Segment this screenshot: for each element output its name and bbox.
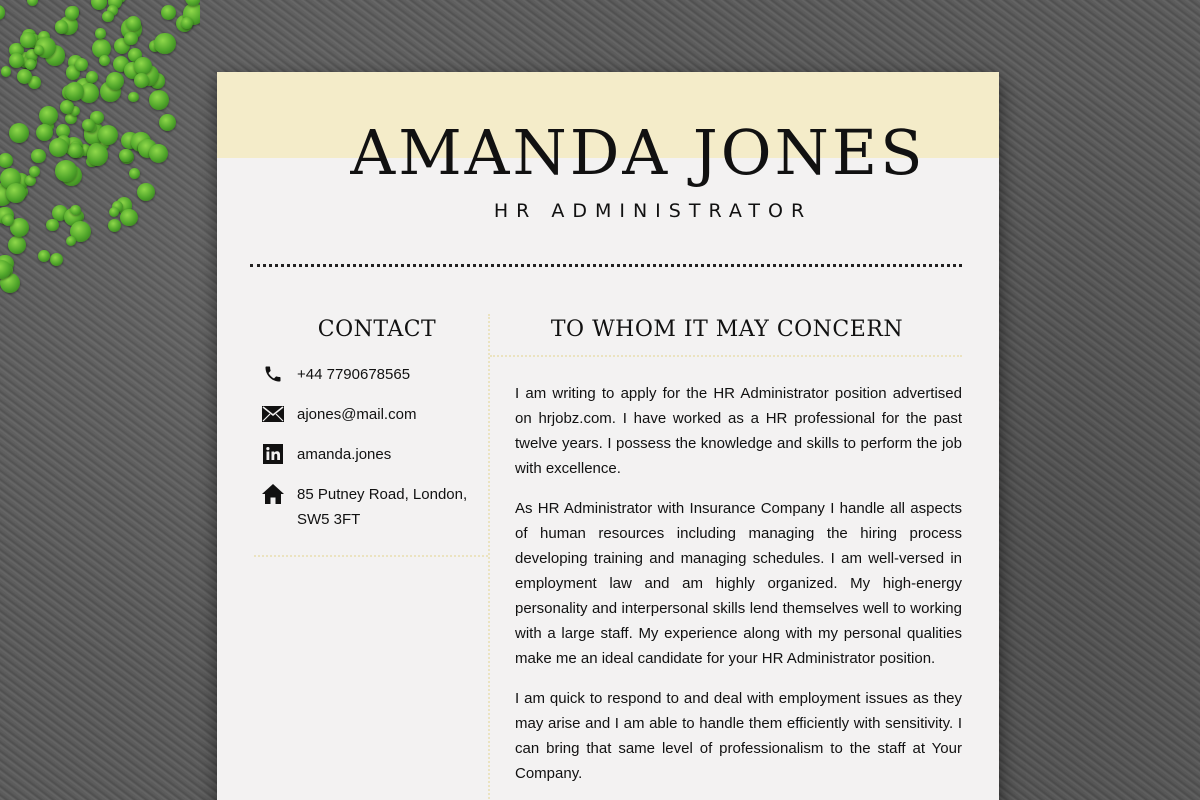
plant-leaf bbox=[0, 5, 5, 19]
plant-leaf bbox=[99, 55, 110, 66]
plant-leaf bbox=[66, 236, 76, 246]
postal-address: 85 Putney Road, London, SW5 3FT bbox=[297, 486, 468, 528]
contact-phone bbox=[261, 362, 476, 387]
contact-email bbox=[261, 402, 476, 427]
header-divider bbox=[250, 264, 962, 267]
resume-page bbox=[217, 72, 999, 800]
contact-list bbox=[261, 362, 476, 547]
plant-leaf bbox=[6, 183, 26, 203]
plant-leaf bbox=[134, 73, 149, 88]
plant-leaf bbox=[87, 144, 108, 165]
plant-leaf bbox=[31, 149, 45, 163]
plant-leaf bbox=[161, 5, 176, 20]
plant-leaf bbox=[154, 33, 176, 55]
letter-title-divider bbox=[490, 355, 962, 357]
plant-leaf bbox=[68, 143, 83, 158]
plant-leaf bbox=[34, 45, 44, 55]
plant-leaf bbox=[38, 250, 50, 262]
letter-paragraph: I am quick to respond to and deal with employment issues as they may arise and I am able to handle them efficiently with sensitivity. I can bring that same level of professionalism to the staff at Your Company. bbox=[515, 690, 962, 782]
email-address: ajones@mail.com bbox=[297, 406, 417, 423]
letter-paragraph: As HR Administrator with Insurance Company I handle all aspects of human resources including managing the hiring process developing training and managing schedules. I am well-versed in employment law and am highly organized. My high-energy personality and interpersonal skills lend themselves well to working with a large staff. My experience along with my personal qualities make me an ideal candidate for your HR Administrator position. bbox=[515, 500, 962, 667]
plant-leaf bbox=[27, 0, 38, 6]
candidate-name: AMANDA JONES bbox=[350, 116, 926, 189]
contact-divider bbox=[254, 555, 488, 557]
contact-heading: CONTACT bbox=[317, 317, 437, 342]
plant-leaf bbox=[20, 32, 36, 48]
job-title: HR ADMINISTRATOR bbox=[493, 200, 813, 222]
plant-leaf bbox=[159, 114, 176, 131]
plant-leaf bbox=[120, 209, 138, 227]
plant-leaf bbox=[98, 125, 119, 146]
plant-leaf bbox=[55, 160, 77, 182]
plant-leaf bbox=[128, 92, 139, 103]
plant-leaf bbox=[124, 32, 138, 46]
plant-leaf bbox=[39, 106, 58, 125]
letter-body bbox=[515, 381, 962, 800]
plant-leaf bbox=[46, 219, 58, 231]
plant-leaf bbox=[106, 72, 124, 90]
plant-leaf bbox=[86, 71, 98, 83]
plant-leaf bbox=[102, 11, 113, 22]
home-icon bbox=[261, 482, 285, 506]
plant-leaf bbox=[108, 219, 121, 232]
plant-leaf bbox=[50, 253, 63, 266]
plant-leaf bbox=[126, 16, 141, 31]
linkedin-icon bbox=[261, 442, 285, 466]
plant-leaf bbox=[70, 205, 80, 215]
plant-leaf bbox=[82, 119, 95, 132]
plant-leaf bbox=[65, 82, 84, 101]
plant-leaf bbox=[2, 214, 14, 226]
plant-leaf bbox=[91, 0, 107, 10]
plant-leaf bbox=[149, 144, 168, 163]
phone-icon bbox=[261, 362, 285, 386]
plant-leaf bbox=[9, 53, 24, 68]
plant-leaf bbox=[75, 58, 88, 71]
letter-heading: TO WHOM IT MAY CONCERN bbox=[550, 317, 904, 342]
plant-leaf bbox=[109, 207, 119, 217]
plant-leaf bbox=[95, 28, 105, 38]
phone-number: +44 7790678565 bbox=[297, 366, 411, 383]
plant-leaf bbox=[65, 6, 79, 20]
plant-leaf bbox=[8, 236, 26, 254]
letter-paragraph: I am writing to apply for the HR Administrator position advertised on hrjobz.com. I have worked as a HR professional for the past twelve years. I possess the knowledge and skills to perform the job with excellence. bbox=[515, 385, 962, 477]
contact-address bbox=[261, 482, 476, 532]
plant-leaf bbox=[9, 123, 29, 143]
plant-leaf bbox=[137, 183, 155, 201]
plant-leaf bbox=[36, 124, 53, 141]
plant-leaf bbox=[29, 166, 40, 177]
linkedin-handle: amanda.jones bbox=[297, 446, 392, 463]
contact-linkedin bbox=[261, 442, 476, 467]
plant-leaf bbox=[49, 138, 68, 157]
plant-leaf bbox=[129, 168, 140, 179]
plant-leaf bbox=[1, 66, 12, 77]
plant-leaf bbox=[0, 153, 13, 168]
plant-leaf bbox=[119, 149, 133, 163]
column-divider bbox=[488, 314, 490, 800]
plant-decoration bbox=[0, 0, 200, 320]
envelope-icon bbox=[261, 402, 285, 426]
plant-leaf bbox=[149, 90, 169, 110]
